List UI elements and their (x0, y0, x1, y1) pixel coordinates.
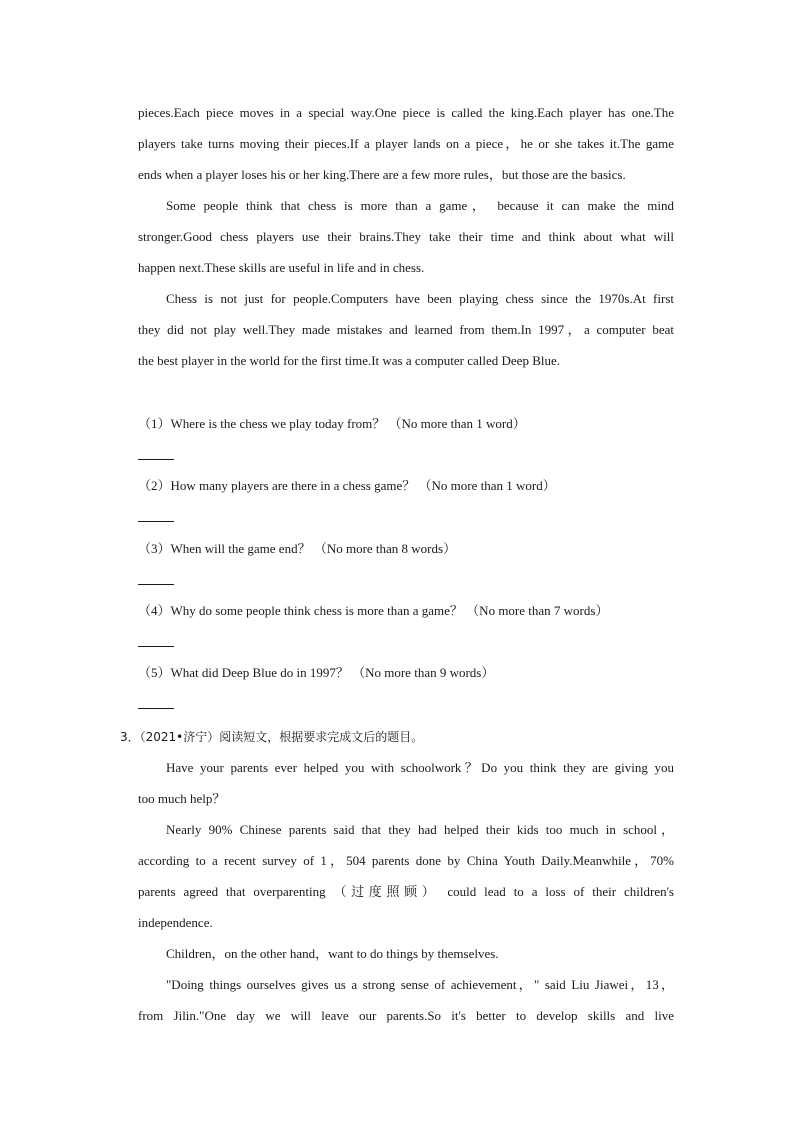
passage-line: happen next.These skills are useful in life and in chess. (138, 260, 425, 275)
passage-line: Have your parents ever helped you with schoolwork？Do you think they are giving you (166, 760, 674, 775)
passage-line: Nearly 90% Chinese parents said that they had helped their kids too much in school， (166, 822, 674, 837)
passage-line: players take turns moving their pieces.If a player lands on a piece，he or she takes it.The game (138, 136, 674, 151)
question-5: （5）What did Deep Blue do in 1997？ （No more than 9 words） (138, 665, 495, 680)
passage-line: parents agreed that overparenting （过度照顾） could lead to a loss of their children's (138, 884, 674, 899)
question-4: （4）Why do some people think chess is more than a game？ （No more than 7 words） (138, 603, 609, 618)
passage-line: from Jilin."One day we will leave our parents.So it's better to develop skills and live (138, 1008, 674, 1023)
passage-line: too much help？ (138, 791, 226, 806)
answer-blank-1[interactable] (138, 459, 174, 460)
passage-line: according to a recent survey of 1，504 parents done by China Youth Daily.Meanwhile，70% (138, 853, 674, 868)
section-heading: 3．（2021•济宁）阅读短文，根据要求完成文后的题目。 (120, 730, 424, 744)
passage-line: "Doing things ourselves gives us a strong sense of achievement，" said Liu Jiawei，13， (166, 977, 674, 992)
answer-blank-3[interactable] (138, 584, 174, 585)
passage-line: stronger.Good chess players use their brains.They take their time and think about what will (138, 229, 674, 244)
question-2: （2）How many players are there in a chess game？ （No more than 1 word） (138, 478, 556, 493)
passage-line: ends when a player loses his or her king.There are a few more rules，but those are the basics. (138, 167, 626, 182)
passage-line: pieces.Each piece moves in a special way.One piece is called the king.Each player has one.The (138, 105, 674, 120)
passage-line: they did not play well.They made mistakes and learned from them.In 1997，a computer beat (138, 322, 674, 337)
answer-blank-2[interactable] (138, 521, 174, 522)
passage-line: Children，on the other hand，want to do things by themselves. (166, 946, 499, 961)
answer-blank-5[interactable] (138, 708, 174, 709)
question-3: （3）When will the game end？ （No more than 8 words） (138, 541, 457, 556)
passage-line: the best player in the world for the first time.It was a computer called Deep Blue. (138, 353, 560, 368)
answer-blank-4[interactable] (138, 646, 174, 647)
question-1: （1）Where is the chess we play today from？ （No more than 1 word） (138, 416, 526, 431)
passage-line: Some people think that chess is more than a game， because it can make the mind (166, 198, 674, 213)
passage-line: Chess is not just for people.Computers have been playing chess since the 1970s.At first (166, 291, 674, 306)
passage-line: independence. (138, 915, 213, 930)
